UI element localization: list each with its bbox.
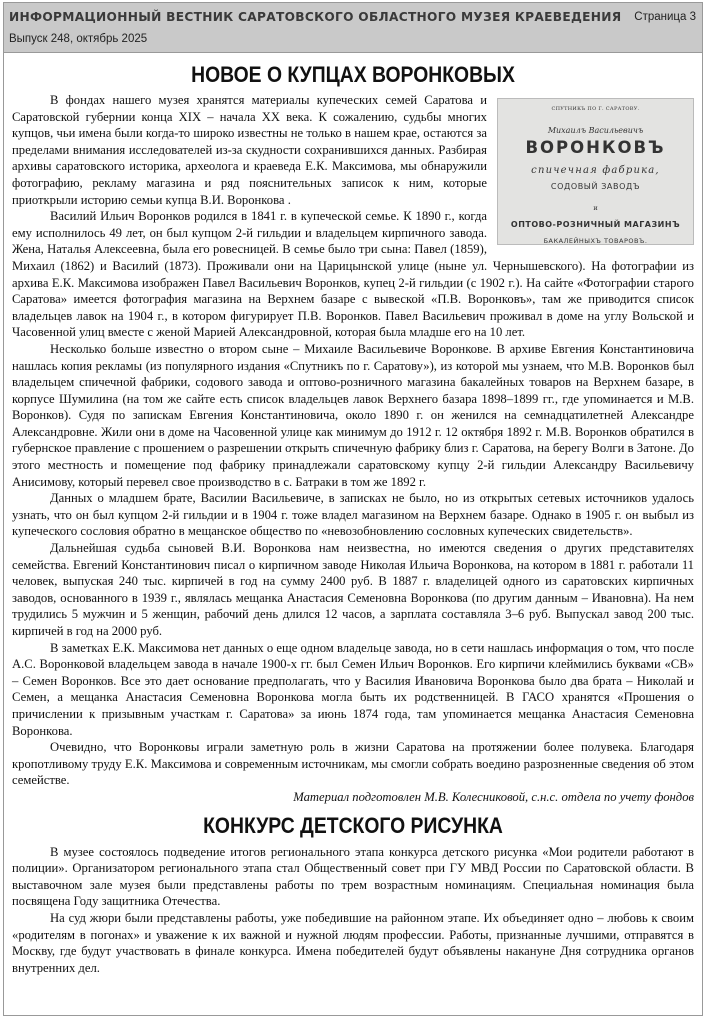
newsletter-title: ИНФОРМАЦИОННЫЙ ВЕСТНИК САРАТОВСКОГО ОБЛАСТНОГО МУЗЕЯ КРАЕВЕДЕНИЯ xyxy=(9,10,622,24)
advertisement-image xyxy=(497,98,694,245)
article-title-contest: КОНКУРС ДЕТСКОГО РИСУНКА xyxy=(203,812,503,838)
ad-soda-plant: СОДОВЫЙ ЗАВОДЪ xyxy=(550,182,641,192)
paragraph: В фондах нашего музея хранятся материалы купеческих семей Саратова и Саратовской губернии конца XIX – начала XX века. К сожалению, судьбы многих купцов, чьи имена были когда-то широко известны не только в нашем крае, остаются за пределами внимания исследователей из-за скудности сохранившихся данных. Разбирая архивы саратовского историка, археолога и краеведа Е.К. Максимова, мы обнаружили фотографию, рекламу магазина и ряд пояснительных записок к ним, которые приоткрыли историю семьи купца В.И. Воронкова . xyxy=(12,93,487,207)
paragraph: Василий Ильич Воронков родился в 1841 г. в купеческой семье. К 1890 г., когда ему исполнилось 49 лет, он был купцом 2-й гильдии и владельцем кирпичного завода. Жена, Наталья Алексеевна, была его ровесницей. В семье было три сына: Павел (1859), Михаил (1862) и Василий (1873). Проживали они на Царицынской улице (ныне ул. Чернышевского). На фотографии из архива Е.К. Максимова изображен Павел Васильевич Воронков, купец 2-й гильдии (с 1902 г.). На сайте «Фотографии старого Саратова» имеется фотография магазина на Верхнем базаре с вывеской «П.В. Воронковъ», там же приводится список владельцев лавок на 1904 г., в котором фигурирует П.В. Воронков. Павел Васильевич проживал в доме на углу Вольской и Часовенной улиц вместе с женой Марией Александровной, которая была младше его на 10 лет. xyxy=(12,209,694,340)
ad-store: ОПТОВО-РОЗНИЧНЫЙ МАГАЗИНЪ xyxy=(510,219,681,229)
article-title-merchants: НОВОЕ О КУПЦАХ ВОРОНКОВЫХ xyxy=(191,62,515,87)
paragraph: На суд жюри были представлены работы, уже победившие на районном этапе. Их объединяет одно – любовь к своим «родителям в погонах» и уважение к их важной и нужной людям профессии. Работы, признанные лучшими, отправятся в Москву, где будут участвовать в финале конкурса. Имена победителей будут объявлены накануне Дня сотрудника органов внутренних дел. xyxy=(12,910,694,975)
ad-owner-name: Михаилъ Васильевичъ xyxy=(547,125,644,135)
paragraph: В заметках Е.К. Максимова нет данных о еще одном владельце завода, но в сети нашлась информация о том, что после А.С. Воронковой владельцем завода в начале 1900-х гг. был Семен Ильич Воронков. Его кирпичи клеймились буквами «СВ» – Семен Воронков. Все это дает основание предполагать, что у Василия Ивановича Воронкова было два брата – Николай и Семен, а мещанка Анастасия Семеновна Воронкова могла быть их родственницей. В ГАСО хранятся «Прошения о причислении к призывным участкам г. Саратова» за июнь 1874 года, там упоминается мещанка Анастасия Семеновна Воронкова. xyxy=(12,640,694,738)
page-header xyxy=(4,3,702,53)
newsletter-page xyxy=(3,2,703,1016)
ad-source: СПУТНИКЪ ПО Г. САРАТОВУ. xyxy=(551,106,640,112)
ad-goods: БАКАЛЕЙНЫХЪ ТОВАРОВЪ. xyxy=(543,237,648,245)
page-number: Страница 3 xyxy=(634,11,696,23)
ad-surname: ВОРОНКОВЪ xyxy=(525,138,666,158)
ad-conjunction: и xyxy=(593,203,598,212)
paragraph: Дальнейшая судьба сыновей В.И. Воронкова нам неизвестна, но имеются сведения о других представителях семейства. Евгений Константинович писал о кирпичном заводе Николая Ильича Воронкова, на котором в 1881 г. работали 11 человек, выпуская 240 тыс. кирпичей в год на сумму 2400 руб. В 1887 г. владелицей одного из саратовских кирпичных заводов, основанного в 1939 г., являлась мещанка Анастасия Семеновна Воронкова (по другим данным – Ивановна). На нем трудились 5 мужчин и 5 женщин, рабочий день длился 12 часов, а зарплата составляла 3–6 руб. Выпускал завод 200 тыс. кирпичей в год на 2000 руб. xyxy=(12,541,694,638)
paragraph: Очевидно, что Воронковы играли заметную роль в жизни Саратова на протяжении более полувека. Благодаря кропотливому труду Е.К. Максимова и современным источникам, мы смогли собрать воедино разрозненные сведения об этом семействе. xyxy=(12,740,694,788)
paragraph: Несколько больше известно о втором сыне – Михаиле Васильевиче Воронкове. В архиве Евгения Константиновича нашлась копия рекламы (из популярного издания «Спутникъ по г. Саратову»), из которой мы узнаем, что М.В. Воронков был владельцем спичечной фабрики, содового завода и оптово-розничного магазина бакалейных товаров на Верхнем базаре, в корпусе Шумилина (на том же сайте есть список владельцев лавок Верхнего базара 1898–1899 гг., где упоминается и М.В. Воронков). Судя по запискам Евгения Константиновича, около 1890 г. он женился на семнадцатилетней Александре Александровне. Жили они в доме на Часовенной улице как минимум до 1912 г. 12 октября 1892 г. М.В. Воронков обратился в губернское правление с прошением о разрешении открыть спичечную фабрику близ г. Саратова, на берегу Волги в Затоне. До этого местность и помещение под фабрику принадлежали саратовскому купцу 2-й гильдии Александру Васильевичу Анисимову, который перевел свое производство в с. Батраки в том же 1892 г. xyxy=(12,341,694,489)
article-merchants xyxy=(4,92,702,806)
ad-match-factory: спичечная фабрика, xyxy=(531,164,660,176)
author-signature: Материал подготовлен М.В. Колесниковой, с.н.с. отдела по учету фондов xyxy=(293,789,694,804)
paragraph: В музее состоялось подведение итогов регионального этапа конкурса детского рисунка «Мои родители работают в полиции». Организатором регионального этапа стал Общественный совет при ГУ МВД России по Саратовской области. В выставочном зале музея были представлены работы по трем возрастным номинациям. Специальная номинация была посвящена Году защитника Отечества. xyxy=(12,844,694,909)
issue-number: Выпуск 248, октябрь 2025 xyxy=(9,33,148,45)
article-contest xyxy=(4,844,702,977)
paragraph: Данных о младшем брате, Василии Васильевиче, в записках не было, но из открытых сетевых источников удалось узнать, что он был купцом 2-й гильдии и в 1904 г. тоже владел магазином на Верхнем базаре. Однако в 1905 г. он выбыл из купеческого сословия обратно в мещанское общество по «невозобновлению сословных купеческих свидетельств». xyxy=(12,491,694,539)
